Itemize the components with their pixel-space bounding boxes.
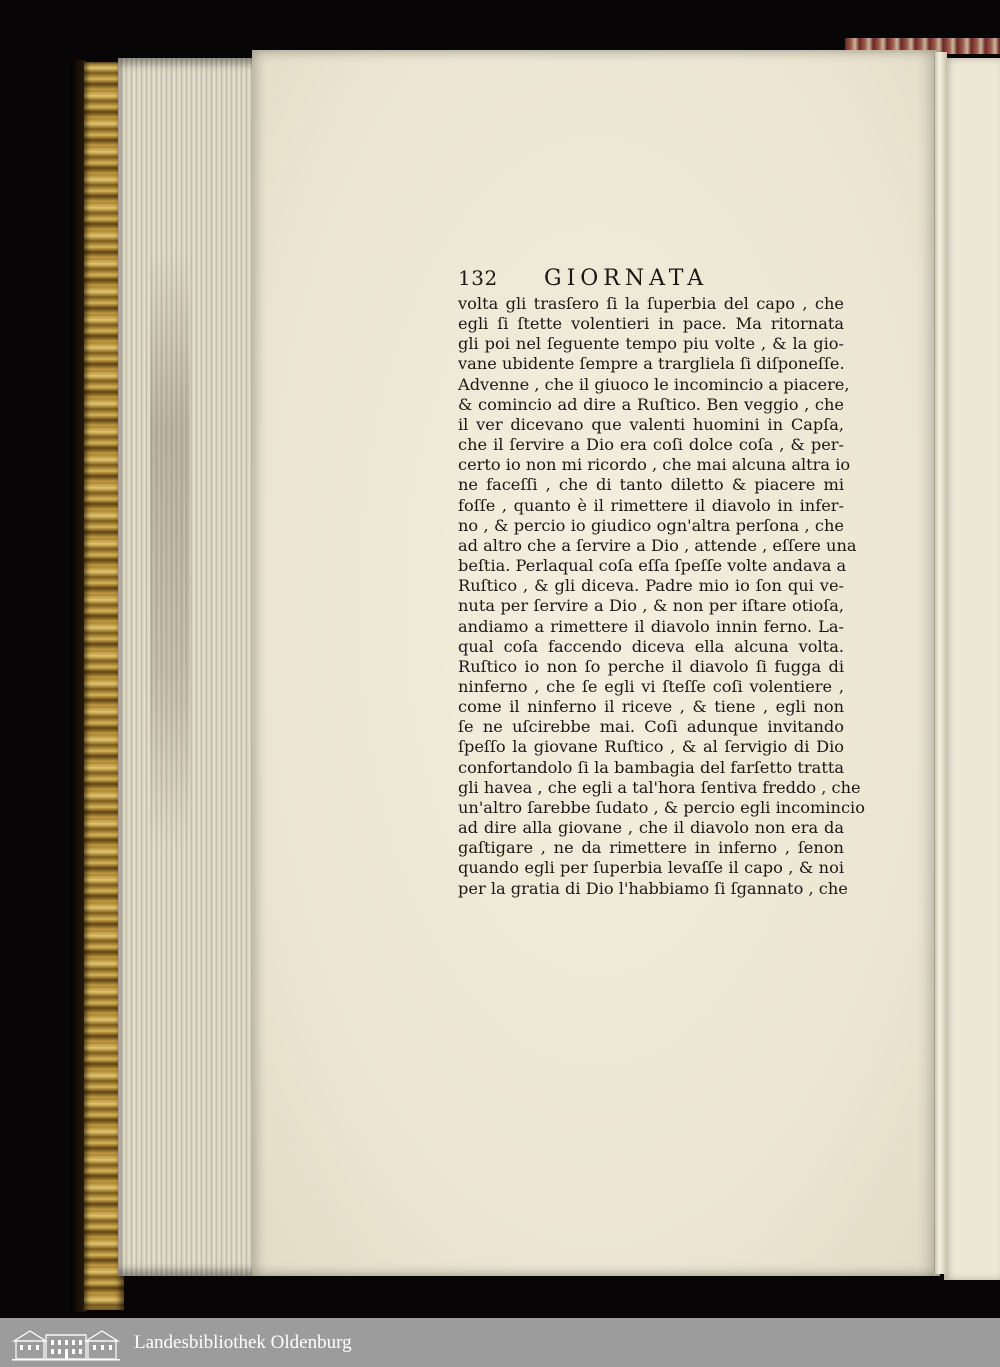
text-line: foſſe , quanto è il rimettere il diavolo in infer-	[458, 495, 844, 515]
text-line: Advenne , che il giuoco le incomincio a piacere,	[458, 374, 850, 394]
text-line: ne faceſſi , che di tanto diletto & piacere mi	[458, 475, 844, 495]
footer-bar	[0, 1318, 1000, 1367]
facing-page	[944, 58, 1000, 1280]
text-line: no , & percio io giudico ogn'altra perſona , che	[458, 515, 844, 535]
text-line: gli poi nel ſeguente tempo piu volte , & la gio-	[458, 334, 844, 354]
text-line: nuta per ſervire a Dio , & non per iſtare otioſa,	[458, 596, 844, 616]
page-gutter	[934, 52, 947, 1274]
text-line: ad altro che a ſervire a Dio , attende , eſſere una	[458, 535, 857, 555]
text-line: volta gli trasſero ſi la ſuperbia del capo , che	[458, 294, 844, 313]
text-line: andiamo a rimettere il diavolo innin ferno. La-	[458, 616, 844, 636]
body-text	[458, 294, 865, 899]
text-line: & comincio ad dire a Ruſtico. Ben veggio , che	[458, 394, 844, 414]
text-line: gaſtigare , ne da rimettere in inferno , ſenon	[458, 838, 844, 858]
running-head	[458, 266, 844, 294]
text-line: ad dire alla giovane , che il diavolo non era da	[458, 818, 844, 838]
running-head-title: GIORNATA	[544, 266, 709, 291]
text-line: Ruſtico io non ſo perche il diavolo ſi fugga di	[458, 656, 844, 676]
text-line: gli havea , che egli a tal'hora ſentiva freddo , che	[458, 777, 861, 797]
library-building-logo[interactable]	[10, 1325, 122, 1361]
text-line: egli ſi ſtette volentieri in pace. Ma ritornata	[458, 314, 844, 334]
text-line: per la gratia di Dio l'habbiamo ſi ſgannato , che	[458, 878, 848, 898]
text-line: ſe ne uſcirebbe mai. Coſi adunque invitando	[458, 717, 844, 737]
text-line: vane ubidente ſempre a trargliela ſi diſponeſſe.	[458, 354, 845, 374]
text-line: beſtia. Perlaqual coſa eſſa ſpeſſe volte andava a	[458, 556, 847, 576]
text-line: che il ſervire a Dio era coſi dolce coſa , & per-	[458, 435, 844, 455]
page-number: 132	[458, 266, 498, 290]
text-line: come il ninferno il riceve , & tiene , egli non	[458, 697, 844, 717]
text-line: quando egli per ſuperbia levaſſe il capo , & noi	[458, 858, 844, 878]
text-line: un'altro ſarebbe ſudato , & percio egli incomincio	[458, 797, 865, 817]
text-line: ninferno , che ſe egli vi ſteſſe coſi volentiere ,	[458, 676, 844, 696]
text-line: qual coſa faccendo diceva ella alcuna volta.	[458, 636, 844, 656]
text-line: Ruſtico , & gli diceva. Padre mio io ſon qui ve-	[458, 576, 844, 596]
text-line: certo io non mi ricordo , che mai alcuna altra io	[458, 455, 851, 475]
library-name[interactable]: Landesbibliothek Oldenburg	[134, 1331, 352, 1353]
text-line: confortandolo ſi la bambagia del farſetto tratta	[458, 757, 844, 777]
text-block	[458, 266, 865, 899]
page-edge-stain	[150, 250, 190, 850]
text-line: ſpeſſo la giovane Ruſtico , & al ſervigio di Dio	[458, 737, 844, 757]
text-line: il ver dicevano que valenti huomini in Capſa,	[458, 414, 844, 434]
